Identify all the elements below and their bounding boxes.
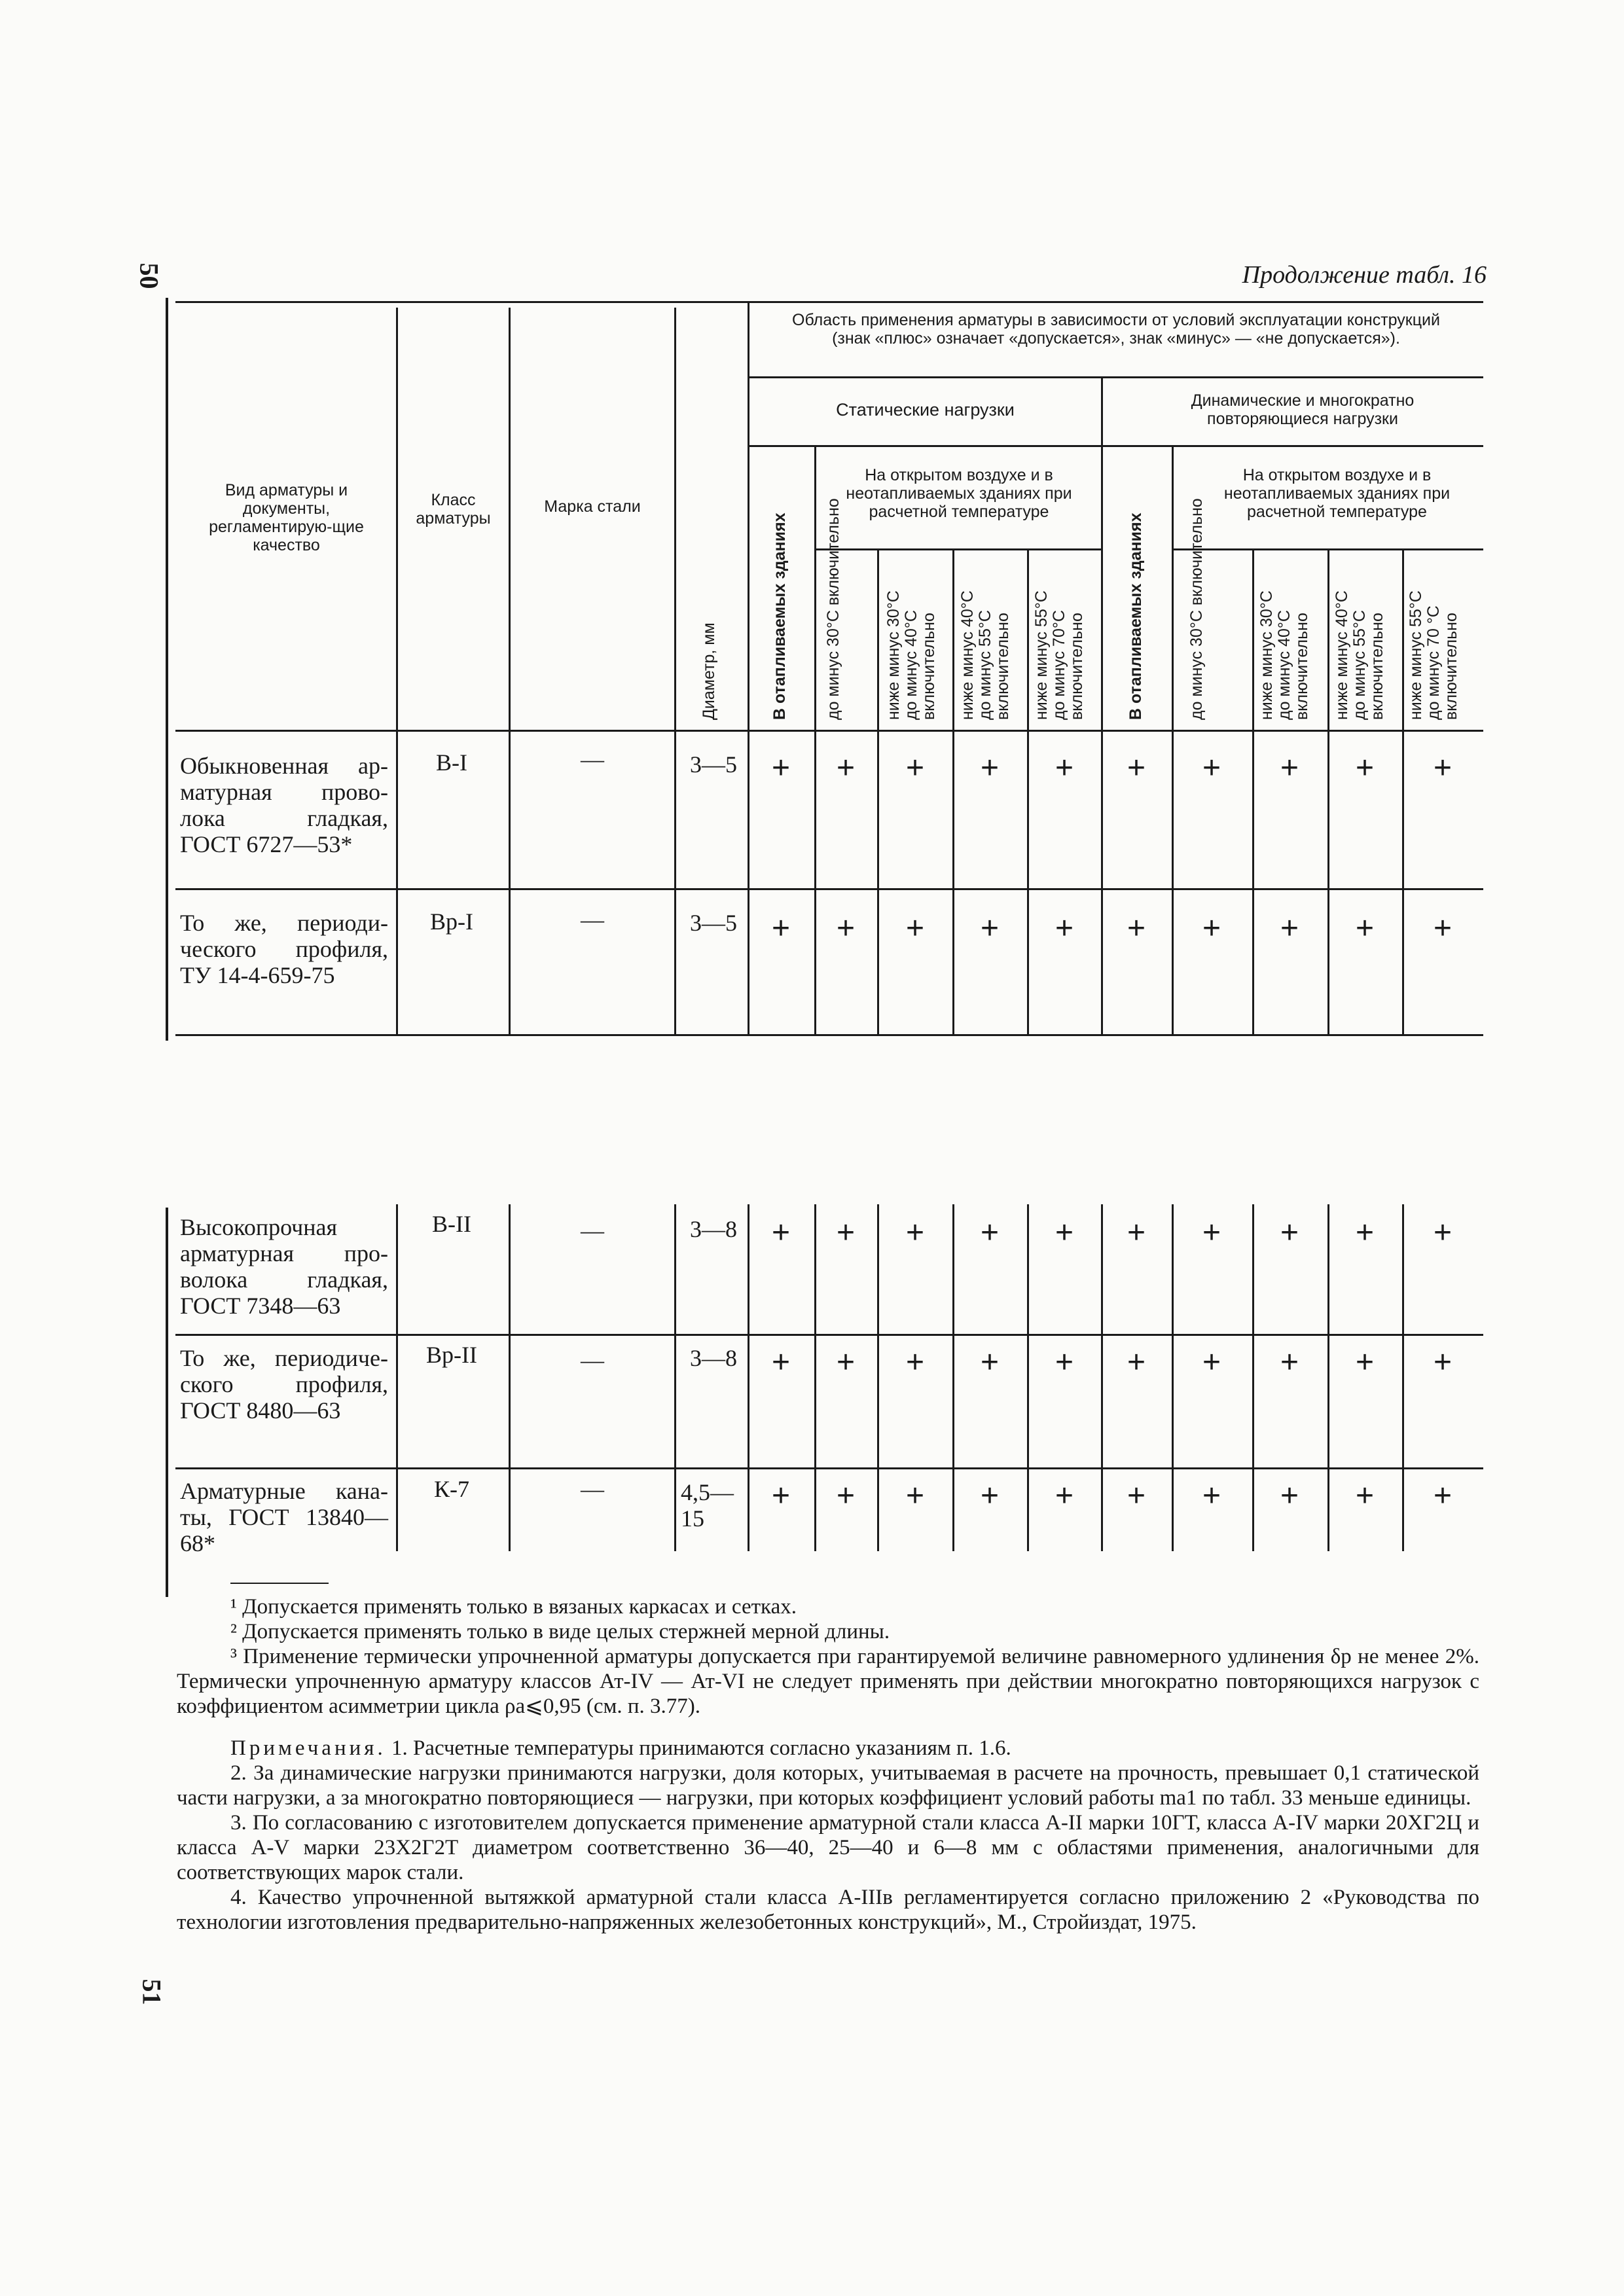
header-dynamic: Динамические и многократно повторяющиеся нагрузки xyxy=(1191,391,1415,428)
mark-cell: + xyxy=(1055,1215,1074,1250)
mark-cell: + xyxy=(1127,1345,1146,1380)
notes xyxy=(177,1736,1479,1935)
row1-kind: Обыкновенная ар- матурная прово- лока гладкая, ГОСТ 6727—53* xyxy=(180,753,388,857)
mark-cell: + xyxy=(771,751,791,785)
row5-diameter: 4,5—15 xyxy=(681,1479,734,1532)
header-t2-static: ниже минус 30°С до минус 40°С включительно xyxy=(884,590,938,720)
mark-cell: + xyxy=(1202,1479,1221,1513)
row3-kind: Высокопрочная арматурная про- волока гладкая, ГОСТ 7348—63 xyxy=(180,1214,388,1319)
mark-cell: + xyxy=(836,1345,856,1380)
mark-cell: + xyxy=(1433,751,1453,785)
header-scope: Область применения арматуры в зависимости от условий эксплуатации конструкций (знак «плюс» означает «допускается», знак «минус» — «не допускается»). xyxy=(792,311,1440,348)
mark-cell: + xyxy=(1127,1215,1146,1250)
row1-diameter: 3—5 xyxy=(690,751,737,778)
header-heated-dynamic: В отапливаемых зданиях xyxy=(1127,512,1145,720)
row3-diameter: 3—8 xyxy=(690,1216,737,1242)
header-t2-dynamic: ниже минус 30°С до минус 40°С включительно xyxy=(1257,590,1311,720)
mark-cell: + xyxy=(1355,1479,1375,1513)
mark-cell: + xyxy=(836,1479,856,1513)
mark-cell: + xyxy=(1433,1215,1453,1250)
footnote-1: ¹ Допускается применять только в вязаных каркасах и сетках. xyxy=(230,1595,797,1619)
header-steel: Марка стали xyxy=(544,497,641,516)
header-class: Класс арматуры xyxy=(416,491,491,528)
mark-cell: + xyxy=(1355,1215,1375,1250)
row4-class: Вр-II xyxy=(426,1342,477,1368)
mark-cell: + xyxy=(1280,1345,1299,1380)
header-outdoor-static: На открытом воздухе и в неотапливаемых зданиях при расчетной температуре xyxy=(846,466,1072,521)
row2-class: Вр-I xyxy=(430,908,473,935)
header-t3-static: ниже минус 40°С до минус 55°С включительно xyxy=(958,590,1012,720)
mark-cell: + xyxy=(1127,751,1146,785)
header-t4-dynamic: ниже минус 55°С до минус 70 °С включительно xyxy=(1407,590,1460,720)
mark-cell: + xyxy=(1055,1479,1074,1513)
mark-cell: + xyxy=(905,751,925,785)
mark-cell: + xyxy=(1127,911,1146,946)
mark-cell: + xyxy=(771,1215,791,1250)
mark-cell: + xyxy=(980,1345,1000,1380)
mark-cell: + xyxy=(1055,1345,1074,1380)
mark-cell: + xyxy=(1280,751,1299,785)
mark-cell: + xyxy=(1055,911,1074,946)
note-1: Примечания. 1. Расчетные температуры принимаются согласно указаниям п. 1.6. xyxy=(230,1736,1011,1760)
mark-cell: + xyxy=(1202,1215,1221,1250)
mark-cell: + xyxy=(1433,1479,1453,1513)
header-diameter: Диаметр, мм xyxy=(700,622,718,720)
mark-cell: + xyxy=(1280,1215,1299,1250)
note-4: 4. Качество упрочненной вытяжкой арматурной стали класса А-IIIв регламентируется согласно приложению 2 «Руководства по технологии изготовления предварительно-напряженных железобетонных конструкций», М., Стройиздат, 1975. xyxy=(177,1886,1479,1934)
footnote-2: ² Допускается применять только в виде целых стержней мерной длины. xyxy=(230,1620,890,1643)
mark-cell: + xyxy=(905,1479,925,1513)
mark-cell: + xyxy=(771,1479,791,1513)
mark-cell: + xyxy=(905,1345,925,1380)
header-static: Статические нагрузки xyxy=(836,400,1015,420)
mark-cell: + xyxy=(1280,1479,1299,1513)
row5-steel: — xyxy=(581,1476,604,1502)
mark-cell: + xyxy=(1202,1345,1221,1380)
header-t1-static: до минус 30°С включительно xyxy=(824,498,842,720)
header-t4-static: ниже минус 55°С до минус 70°С включительно xyxy=(1032,590,1086,720)
mark-cell: + xyxy=(1433,1345,1453,1380)
row4-diameter: 3—8 xyxy=(690,1345,737,1371)
page-number-bottom: 51 xyxy=(137,1979,167,2005)
row1-class: В-I xyxy=(436,749,467,776)
footnote-3: ³ Применение термически упрочненной арматуры допускается при гарантируемой величине равномерного удлинения δр не менее 2%. Термически упрочненную арматуру классов Ат-IV — Ат-VI не следует применять при действии многократно повторяющихся нагрузок с коэффициентом асимметрии цикла ρа⩽0,95 (см. п. 3.77). xyxy=(177,1645,1479,1718)
mark-cell: + xyxy=(1355,751,1375,785)
mark-cell: + xyxy=(1355,1345,1375,1380)
mark-cell: + xyxy=(905,1215,925,1250)
mark-cell: + xyxy=(1280,911,1299,946)
note-2: 2. За динамические нагрузки принимаются нагрузки, доля которых, учитываемая в расчете на прочность, превышает 0,1 статической части нагрузки, а за многократно повторяющиеся — нагрузки, при которых коэффициент условий работы mа1 по табл. 33 меньше единицы. xyxy=(177,1761,1479,1810)
mark-cell: + xyxy=(980,751,1000,785)
mark-cell: + xyxy=(836,1215,856,1250)
header-heated-static: В отапливаемых зданиях xyxy=(770,512,789,720)
mark-cell: + xyxy=(771,1345,791,1380)
mark-cell: + xyxy=(980,1479,1000,1513)
header-kind: Вид арматуры и документы, регламентирую-щие качество xyxy=(209,481,364,554)
row2-diameter: 3—5 xyxy=(690,910,737,936)
row3-class: В-II xyxy=(432,1211,471,1237)
mark-cell: + xyxy=(771,911,791,946)
row3-steel: — xyxy=(581,1217,604,1244)
row4-kind: То же, периодиче- ского профиля, ГОСТ 8480—63 xyxy=(180,1345,388,1424)
row4-steel: — xyxy=(581,1347,604,1373)
page-number-top: 50 xyxy=(134,262,164,289)
footnote-separator xyxy=(230,1583,329,1584)
row1-steel: — xyxy=(581,746,604,772)
row5-class: К-7 xyxy=(434,1476,469,1502)
continuation-title: Продолжение табл. 16 xyxy=(1242,261,1487,289)
mark-cell: + xyxy=(980,1215,1000,1250)
footnotes xyxy=(177,1594,1479,1719)
mark-cell: + xyxy=(980,911,1000,946)
mark-cell: + xyxy=(1055,751,1074,785)
mark-cell: + xyxy=(836,751,856,785)
header-outdoor-dynamic: На открытом воздухе и в неотапливаемых зданиях при расчетной температуре xyxy=(1223,466,1451,521)
note-3: 3. По согласованию с изготовителем допускается применение арматурной стали класса А-II марки 10ГТ, класса А-IV марки 20ХГ2Ц и класса А-V марки 23Х2Г2Т диаметром соответственно 36—40, 25—40 и 6—8 мм с областями применения, аналогичными для соответствующих марок стали. xyxy=(177,1811,1479,1884)
header-t3-dynamic: ниже минус 40°С до минус 55°С включительно xyxy=(1333,590,1386,720)
row2-kind: То же, периоди- ческого профиля, ТУ 14-4-659-75 xyxy=(180,910,388,988)
mark-cell: + xyxy=(905,911,925,946)
mark-cell: + xyxy=(836,911,856,946)
header-t1-dynamic: до минус 30°С включительно xyxy=(1187,498,1206,720)
mark-cell: + xyxy=(1202,911,1221,946)
mark-cell: + xyxy=(1202,751,1221,785)
mark-cell: + xyxy=(1127,1479,1146,1513)
mark-cell: + xyxy=(1433,911,1453,946)
mark-cell: + xyxy=(1355,911,1375,946)
row5-kind: Арматурные кана- ты, ГОСТ 13840— 68* xyxy=(180,1478,388,1556)
notes-caption: Примечания. xyxy=(230,1736,386,1760)
row2-steel: — xyxy=(581,906,604,933)
